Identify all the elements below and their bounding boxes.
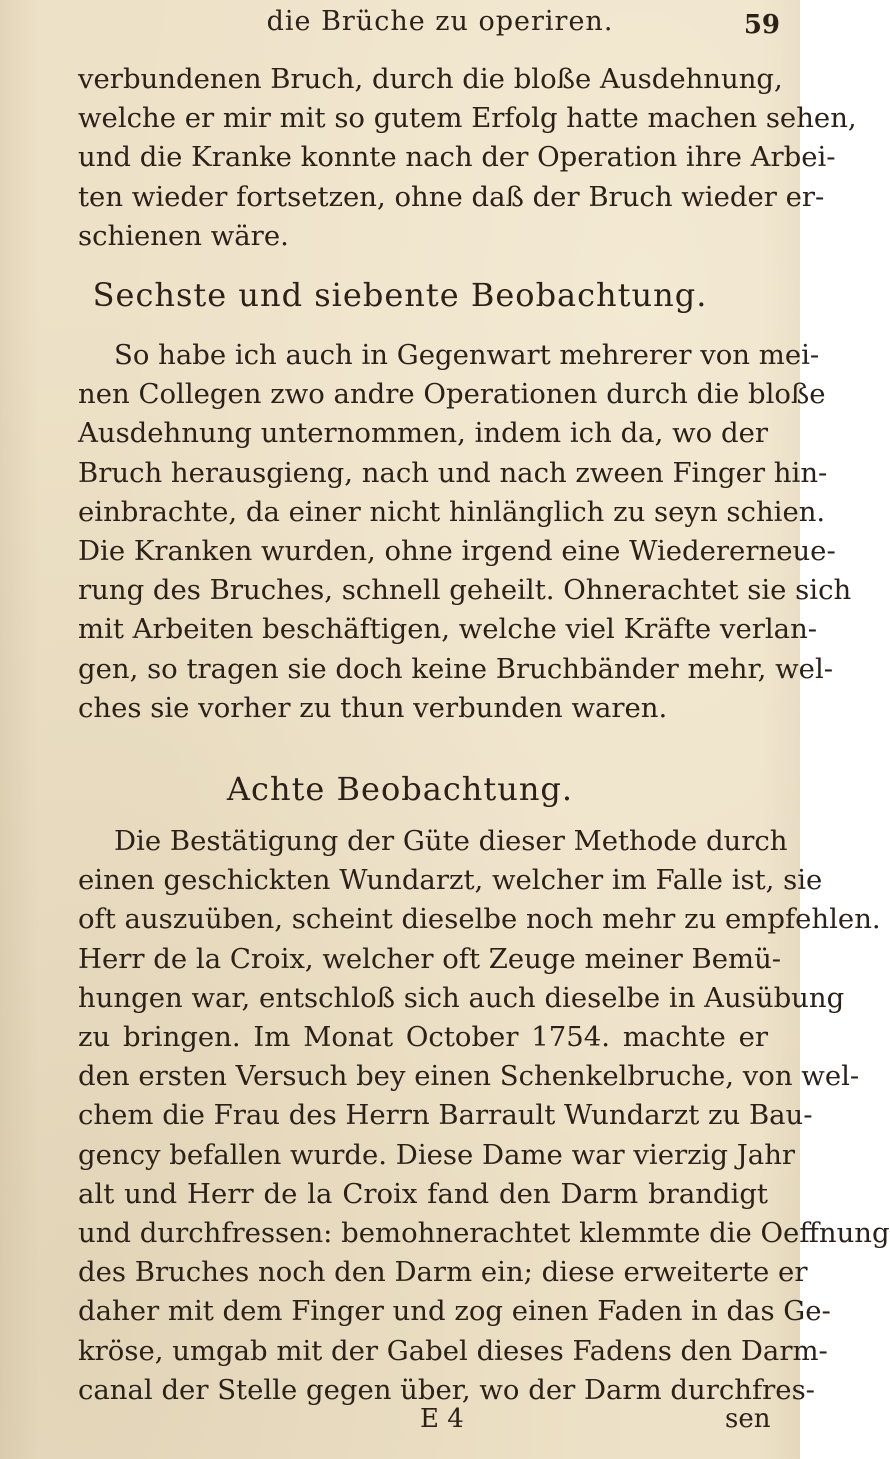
paragraph-continuation <box>78 60 857 256</box>
text-line: einen geschickten Wundarzt, welcher im Falle ist, sie <box>78 864 823 897</box>
text-line: verbundenen Bruch, durch die bloße Ausdehnung, <box>78 63 783 95</box>
text-line: gency befallen wurde. Diese Dame war vierzig Jahr <box>78 1138 796 1171</box>
text-line: Ausdehnung unternommen, indem ich da, wo der <box>78 417 768 450</box>
signature-mark: E 4 <box>420 1404 464 1434</box>
section-heading-6-7: Sechste und siebente Beobachtung. <box>92 276 708 314</box>
paragraph-observation-8 <box>78 822 890 1410</box>
running-header <box>0 4 800 44</box>
page-number: 59 <box>743 10 780 40</box>
text-line: des Bruches noch den Darm ein; diese erweiterte er <box>78 1256 808 1289</box>
text-line: schienen wäre. <box>78 219 289 252</box>
text-line: daher mit dem Finger und zog einen Faden in das Ge- <box>78 1295 831 1328</box>
catchword: sen <box>725 1404 771 1434</box>
text-line: Die Bestätigung der Güte dieser Methode durch <box>114 825 788 857</box>
text-line: nen Collegen zwo andre Operationen durch die bloße <box>78 378 826 411</box>
text-line: den ersten Versuch bey einen Schenkelbruche, von wel- <box>78 1060 860 1093</box>
text-line: gen, so tragen sie doch keine Bruchbänder mehr, wel- <box>78 652 834 685</box>
text-line: rung des Bruches, schnell geheilt. Ohnerachtet sie sich <box>78 574 852 607</box>
text-line: chem die Frau des Herrn Barrault Wundarzt zu Bau- <box>78 1099 813 1132</box>
text-line: oft auszuüben, scheint dieselbe noch mehr zu empfehlen. <box>78 903 881 936</box>
text-line: Herr de la Croix, welcher oft Zeuge meiner Bemü- <box>78 942 782 975</box>
text-line: und durchfressen: bemohnerachtet klemmte die Oeffnung <box>78 1217 890 1250</box>
text-line: alt und Herr de la Croix fand den Darm brandigt <box>78 1177 768 1210</box>
text-line: ten wieder fortsetzen, ohne daß der Bruch wieder er- <box>78 180 825 213</box>
text-line: und die Kranke konnte nach der Operation ihre Arbei- <box>78 141 836 174</box>
running-title: die Brüche zu operiren. <box>266 6 614 37</box>
text-line: einbrachte, da einer nicht hinlänglich zu seyn schien. <box>78 495 826 528</box>
text-line: kröse, umgab mit der Gabel dieses Fadens den Darm- <box>78 1334 828 1367</box>
text-line: hungen war, entschloß sich auch dieselbe in Ausübung <box>78 981 845 1014</box>
text-line: mit Arbeiten beschäftigen, welche viel Kräfte verlan- <box>78 613 818 646</box>
section-heading-8: Achte Beobachtung. <box>226 770 574 808</box>
text-line: ches sie vorher zu thun verbunden waren. <box>78 691 668 724</box>
text-line: Bruch herausgieng, nach und nach zween Finger hin- <box>78 456 828 489</box>
text-line: zu bringen. Im Monat October 1754. machte er <box>78 1021 768 1054</box>
text-line: So habe ich auch in Gegenwart mehrerer von mei- <box>114 339 820 371</box>
paragraph-observation-6-7 <box>78 336 852 728</box>
text-line: canal der Stelle gegen über, wo der Darm durchfres- <box>78 1373 815 1406</box>
text-line: welche er mir mit so gutem Erfolg hatte machen sehen, <box>78 102 857 135</box>
text-line: Die Kranken wurden, ohne irgend eine Wiedererneue- <box>78 535 836 568</box>
